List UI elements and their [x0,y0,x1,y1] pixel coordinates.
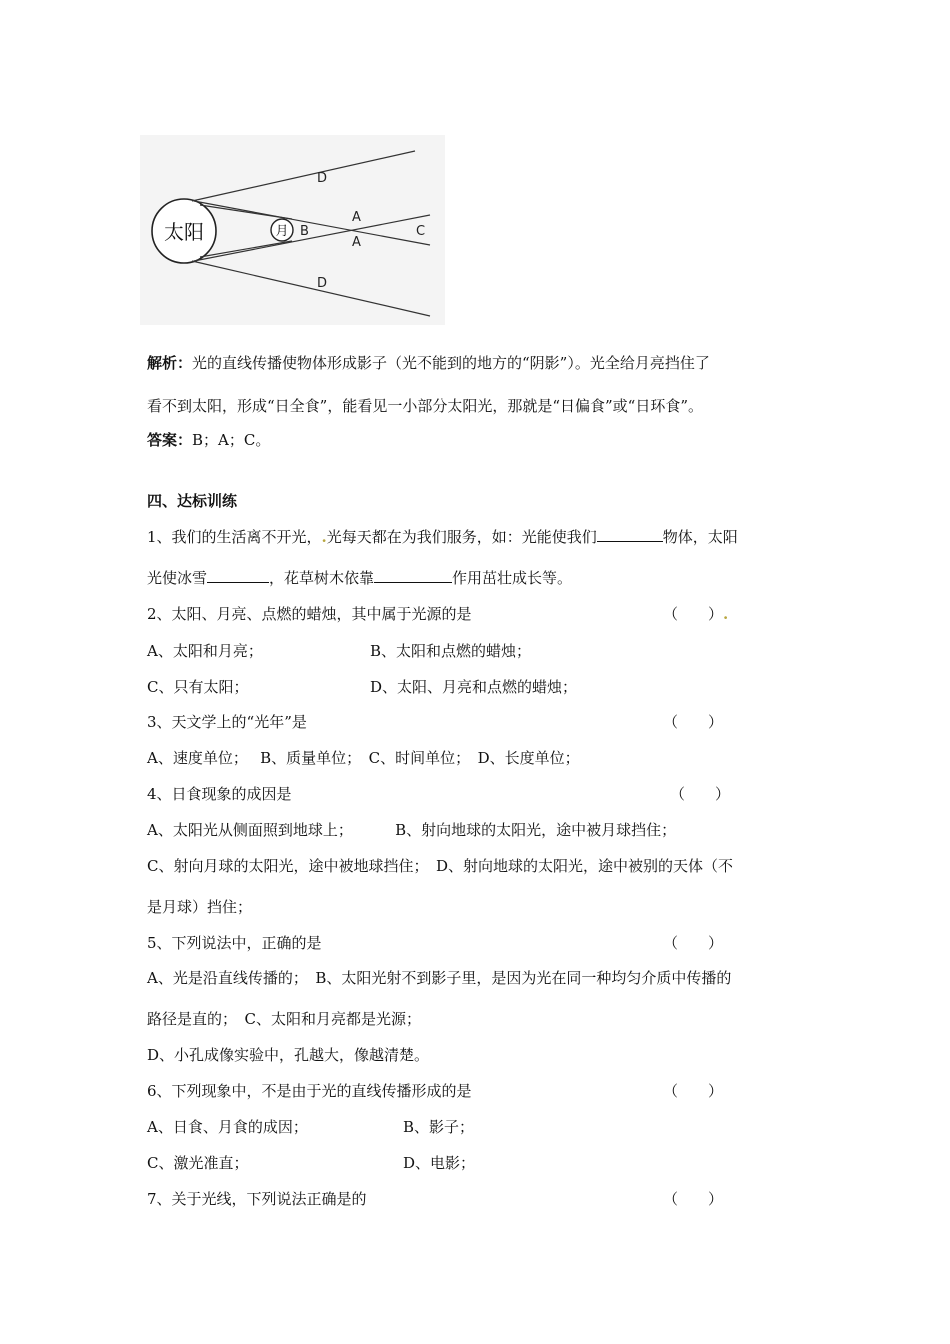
answer-label: 答案： [147,431,193,449]
q5-options-ab[interactable]: A、光是沿直线传播的； B、太阳光射不到影子里，是因为光在同一种均匀介质中传播的 [147,969,732,987]
q1-line-1: 1、我们的生活离不开光，.光每天都在为我们服务，如：光能使我们 物体，太阳 [147,528,738,546]
analysis-line-2: 看不到太阳，形成“日全食”，能看见一小部分太阳光，那就是“日偏食”或“日环食”。 [147,397,704,415]
q2-stem: 2、太阳、月亮、点燃的蜡烛，其中属于光源的是 [147,605,472,623]
q1-blank-2[interactable] [207,567,269,583]
q6-answer-paren[interactable]: （ ） [663,1082,724,1100]
label-D-top: D [317,171,328,186]
label-A-bottom: A [352,235,361,250]
sun-label: 太阳 [164,220,204,244]
mark-dot: . [321,528,327,546]
analysis-label: 解析： [147,354,193,372]
q5-answer-paren[interactable]: （ ） [663,934,724,952]
section-title: 四、达标训练 [147,492,238,510]
q4-options-cd[interactable]: C、射向月球的太阳光，途中被地球挡住； D、射向地球的太阳光，途中被别的天体（不 [147,857,734,875]
q6-option-d[interactable]: D、电影； [403,1154,476,1172]
answer-text: B；A；C。 [192,431,271,449]
q2-option-d[interactable]: D、太阳、月亮和点燃的蜡烛； [370,678,578,696]
q5-options-cont[interactable]: 路径是直的； C、太阳和月亮都是光源； [147,1010,421,1028]
q1-blank-3[interactable] [374,567,452,583]
eclipse-diagram [140,135,445,325]
label-B: B [300,224,309,239]
answer-line [147,429,270,450]
label-C: C [416,224,426,239]
label-A-top: A [352,210,361,225]
q7-stem: 7、关于光线，下列说法正确是的 [147,1190,367,1208]
q1-blank-1[interactable] [597,526,663,542]
q4-answer-paren[interactable]: （ ） [670,785,731,803]
q2-option-b[interactable]: B、太阳和点燃的蜡烛； [370,642,532,660]
q6-stem: 6、下列现象中，不是由于光的直线传播形成的是 [147,1082,472,1100]
q4-stem: 4、日食现象的成因是 [147,785,292,803]
q7-answer-paren[interactable]: （ ） [663,1190,724,1208]
q5-option-d[interactable]: D、小孔成像实验中，孔越大，像越清楚。 [147,1046,430,1064]
q3-stem: 3、天文学上的“光年”是 [147,713,307,731]
q4-options-cont: 是月球）挡住； [147,898,253,916]
q6-option-c[interactable]: C、激光准直； [147,1154,249,1172]
moon-label: 月 [275,224,289,239]
q6-option-a[interactable]: A、日食、月食的成因； [147,1118,308,1136]
q6-option-b[interactable]: B、影子； [403,1118,475,1136]
q3-options[interactable]: A、速度单位； B、质量单位； C、时间单位； D、长度单位； [147,749,580,767]
q2-option-c[interactable]: C、只有太阳； [147,678,249,696]
q2-answer-paren[interactable]: （ ）. [663,605,729,623]
q3-answer-paren[interactable]: （ ） [663,713,724,731]
analysis-line-1 [147,352,710,373]
q2-option-a[interactable]: A、太阳和月亮； [147,642,263,660]
q4-options-ab[interactable]: A、太阳光从侧面照到地球上； B、射向地球的太阳光，途中被月球挡住； [147,821,677,839]
analysis-text-1: 光的直线传播使物体形成影子（光不能到的地方的“阴影”）。光全给月亮挡住了 [192,354,710,372]
label-D-bottom: D [317,276,328,291]
q5-stem: 5、下列说法中，正确的是 [147,934,322,952]
q1-line-2: 光使冰雪 ，花草树木依靠 作用茁壮成长等。 [147,569,573,587]
